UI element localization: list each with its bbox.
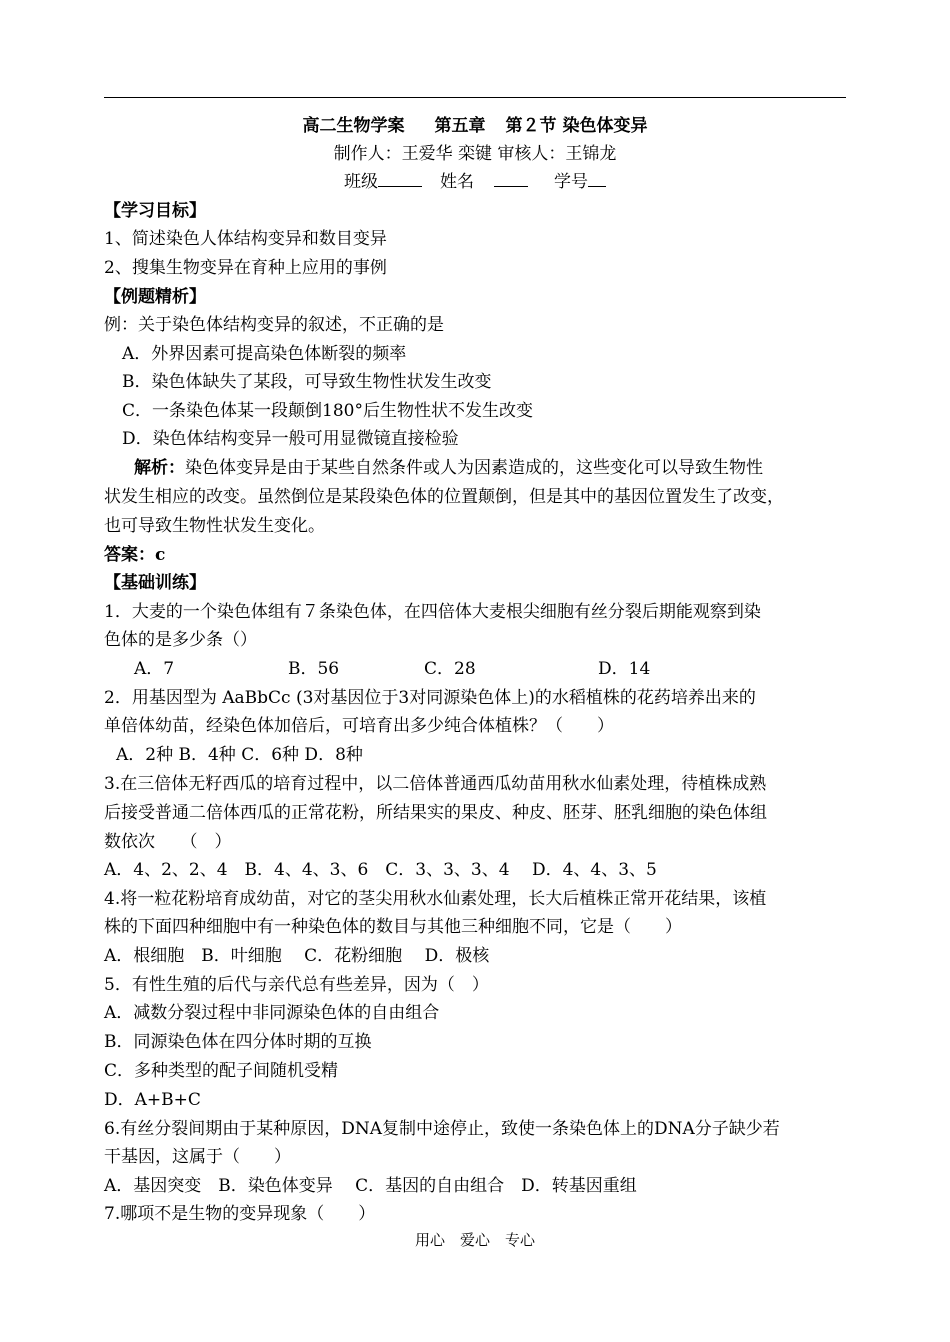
question-2-options: A．2种 B．4种 C．6种 D．8种 bbox=[116, 745, 363, 765]
question-5: 5．有性生殖的后代与亲代总有些差异，因为（ ） bbox=[104, 975, 489, 995]
question-2-cont: 单倍体幼苗，经染色体加倍后，可培育出多少纯合体植株？（ ） bbox=[104, 716, 614, 736]
question-6: 6.有丝分裂间期由于某种原因，DNA复制中途停止，致使一条染色体上的DNA分子缺少若 bbox=[104, 1119, 780, 1139]
question-1-option-d: D．14 bbox=[598, 659, 651, 679]
page-footer: 用心 爱心 专心 bbox=[414, 1231, 535, 1249]
class-blank[interactable] bbox=[378, 168, 422, 187]
question-1: 1．大麦的一个染色体组有７条染色体，在四倍体大麦根尖细胞有丝分裂后期能观察到染 bbox=[104, 602, 761, 622]
question-4-cont: 株的下面四种细胞中有一种染色体的数目与其他三种细胞不同，它是（ ） bbox=[104, 917, 682, 937]
analysis-line: 状发生相应的改变。虽然倒位是某段染色体的位置颠倒，但是其中的基因位置发生了改变， bbox=[104, 487, 784, 507]
page-title: 高二生物学案 第五章 第２节 染色体变异 bbox=[302, 116, 648, 136]
name-label: 姓名 bbox=[440, 172, 474, 192]
analysis-label: 解析： bbox=[134, 458, 185, 478]
question-1-option-a: A．7 bbox=[134, 659, 175, 679]
question-7: 7.哪项不是生物的变异现象（ ） bbox=[104, 1204, 376, 1224]
example-question: 例：关于染色体结构变异的叙述，不正确的是 bbox=[104, 315, 444, 335]
question-5-option: A．减数分裂过程中非同源染色体的自由组合 bbox=[104, 1003, 440, 1023]
question-6-cont: 干基因，这属于（ ） bbox=[104, 1147, 291, 1167]
analysis-line: 也可导致生物性状发生变化。 bbox=[104, 516, 325, 536]
objectives-heading: 【学习目标】 bbox=[104, 201, 206, 221]
question-2: 2．用基因型为 AaBbCc (3对基因位于3对同源染色体上)的水稻植株的花药培养出来的 bbox=[104, 688, 756, 708]
top-rule bbox=[104, 97, 846, 98]
class-label: 班级 bbox=[344, 172, 378, 192]
example-option: A．外界因素可提高染色体断裂的频率 bbox=[122, 344, 407, 364]
question-3-cont: 数依次 （ ） bbox=[104, 832, 232, 852]
authors-line: 制作人：王爱华 栾键 审核人：王锦龙 bbox=[333, 144, 617, 164]
question-1-cont: 色体的是多少条（） bbox=[104, 630, 257, 650]
training-heading: 【基础训练】 bbox=[104, 573, 206, 593]
student-info-line bbox=[0, 168, 950, 196]
question-6-options: A．基因突变 B．染色体变异 C．基因的自由组合 D．转基因重组 bbox=[104, 1176, 637, 1196]
student-no-label: 学号 bbox=[554, 172, 588, 192]
question-3: 3.在三倍体无籽西瓜的培育过程中，以二倍体普通西瓜幼苗用秋水仙素处理，待植株成熟 bbox=[104, 774, 767, 794]
analysis-line: 解析：染色体变异是由于某些自然条件或人为因素造成的，这些变化可以导致生物性 bbox=[134, 458, 763, 478]
student-no-blank[interactable] bbox=[588, 168, 606, 187]
example-option: C．一条染色体某一段颠倒180°后生物性状不发生改变 bbox=[122, 401, 533, 421]
example-option: B．染色体缺失了某段，可导致生物性状发生改变 bbox=[122, 372, 492, 392]
name-blank[interactable] bbox=[494, 168, 528, 187]
question-5-option: D．A+B+C bbox=[104, 1090, 201, 1110]
question-5-option: C．多种类型的配子间随机受精 bbox=[104, 1061, 339, 1081]
question-4-options: A．根细胞 B．叶细胞 C．花粉细胞 D．极核 bbox=[104, 946, 490, 966]
question-1-option-c: C．28 bbox=[424, 659, 476, 679]
question-3-options: A．4、2、2、4 B．4、4、3、6 C．3、3、3、4 D．4、4、3、5 bbox=[104, 860, 657, 880]
question-5-option: B．同源染色体在四分体时期的互换 bbox=[104, 1032, 372, 1052]
question-1-option-b: B．56 bbox=[288, 659, 340, 679]
question-3-cont: 后接受普通二倍体西瓜的正常花粉，所结果实的果皮、种皮、胚芽、胚乳细胞的染色体组 bbox=[104, 803, 767, 823]
objective-item: 1、简述染色人体结构变异和数目变异 bbox=[104, 229, 387, 249]
example-option: D．染色体结构变异一般可用显微镜直接检验 bbox=[122, 429, 459, 449]
objective-item: 2、搜集生物变异在育种上应用的事例 bbox=[104, 258, 387, 278]
question-4: 4.将一粒花粉培育成幼苗，对它的茎尖用秋水仙素处理，长大后植株正常开花结果，该植 bbox=[104, 889, 767, 909]
answer: 答案：c bbox=[104, 545, 166, 565]
example-heading: 【例题精析】 bbox=[104, 287, 206, 307]
